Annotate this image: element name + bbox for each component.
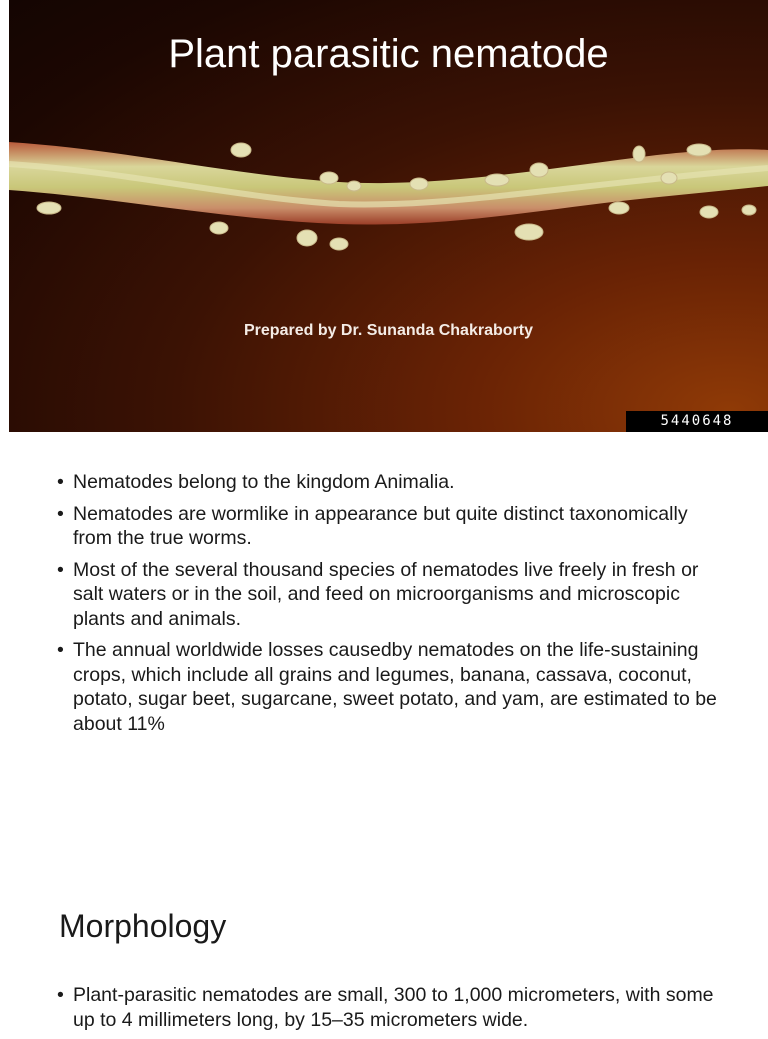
morphology-slide <box>0 983 768 1039</box>
list-item <box>0 470 768 495</box>
morphology-bullet-list <box>0 983 768 1032</box>
author-credit: Prepared by Dr. Sunanda Chakraborty <box>244 322 533 339</box>
bullet-text: The annual worldwide losses causedby nematodes on the life-sustaining crops, which include all grains and legumes, banana, cassava, coconut, potato, sugar beet, sugarcane, sweet potato, and yam, are estimated to be about 11% <box>73 639 717 735</box>
bullet-icon: • <box>57 502 64 525</box>
bullet-icon: • <box>57 558 64 581</box>
list-item <box>0 983 768 1032</box>
list-item <box>0 638 768 736</box>
title-slide <box>9 0 768 432</box>
list-item <box>0 558 768 632</box>
list-item <box>0 502 768 551</box>
nematode-root-image <box>9 120 768 260</box>
bullet-text: Plant-parasitic nematodes are small, 300 to 1,000 micrometers, with some up to 4 millimeters long, by 15–35 micrometers wide. <box>73 984 714 1031</box>
intro-slide <box>0 470 768 743</box>
bullet-icon: • <box>57 984 64 1006</box>
image-id-label: 5440648 <box>626 411 768 432</box>
intro-bullet-list <box>0 470 768 736</box>
bullet-icon: • <box>57 639 64 661</box>
morphology-heading: Morphology <box>59 908 227 944</box>
bullet-text: Nematodes are wormlike in appearance but quite distinct taxonomically from the true worms. <box>73 502 688 549</box>
bullet-text: Nematodes belong to the kingdom Animalia. <box>73 471 455 493</box>
slide-title: Plant parasitic nematode <box>168 32 609 76</box>
bullet-text: Most of the several thousand species of nematodes live freely in fresh or salt waters or in the soil, and feed on microorganisms and microscopic plants and animals. <box>73 558 699 630</box>
bullet-icon: • <box>57 471 64 493</box>
